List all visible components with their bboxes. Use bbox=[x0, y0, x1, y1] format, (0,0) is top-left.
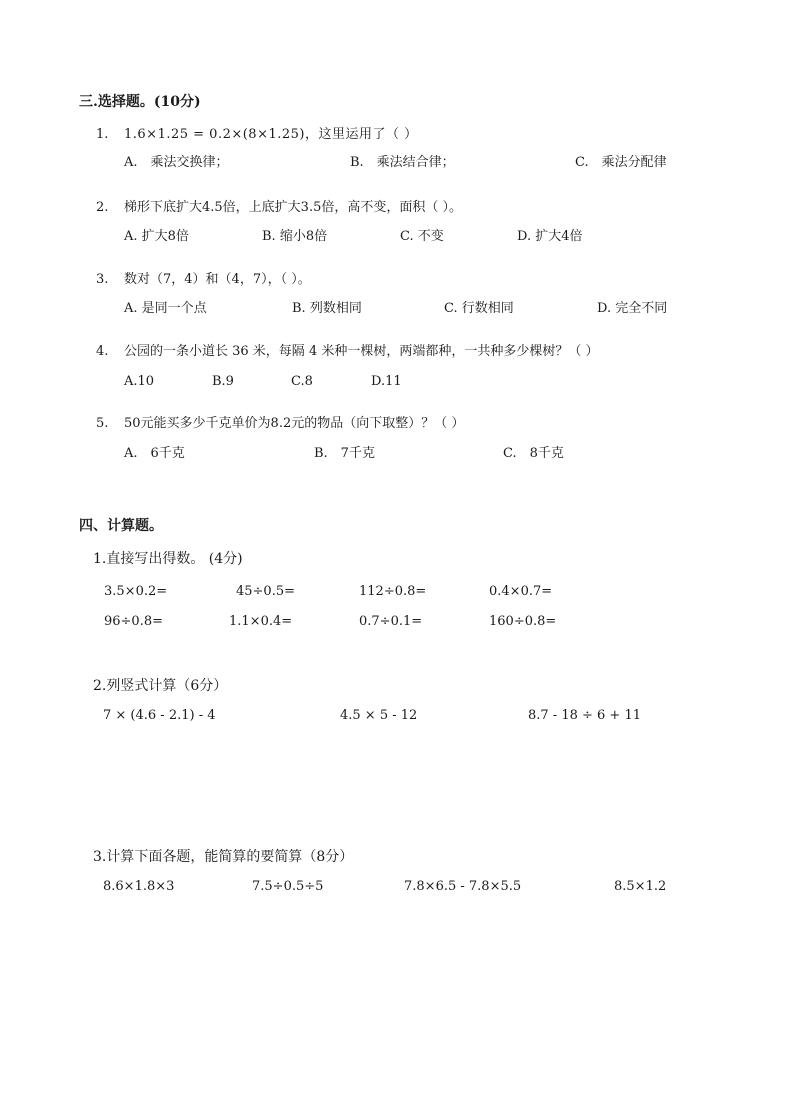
question-1-text: 1.6×1.25 = 0.2×(8×1.25)，这里运用了（ ） bbox=[124, 127, 418, 142]
question-1-option-b: B. 乘法结合律； bbox=[350, 155, 455, 170]
question-3-number: 3. bbox=[96, 272, 109, 287]
simplify-calc-item: 7.8×6.5 - 7.8×5.5 bbox=[404, 879, 522, 894]
question-5-number: 5. bbox=[96, 416, 109, 431]
question-4-text: 公园的一条小道长 36 米，每隔 4 米种一棵树，两端都种，一共种多少棵树？（ ） bbox=[124, 344, 599, 359]
question-4-option-a: A.10 bbox=[124, 374, 155, 389]
question-3-option-c: C. 行数相同 bbox=[444, 301, 514, 316]
section-3-title: 三.选择题。(10分) bbox=[79, 94, 201, 110]
part-3-title: 3.计算下面各题，能简算的要简算（8分） bbox=[93, 849, 354, 865]
question-5-option-c: C. 8千克 bbox=[503, 446, 564, 461]
question-1-number: 1. bbox=[96, 127, 109, 142]
question-3-text: 数对（7，4）和（4，7），（ ）。 bbox=[124, 272, 311, 287]
oral-calc-item: 3.5×0.2= bbox=[104, 584, 168, 599]
question-5-text: 50元能买多少千克单价为8.2元的物品（向下取整）？（ ） bbox=[124, 416, 465, 431]
question-3-option-a: A. 是同一个点 bbox=[124, 301, 207, 316]
question-3-option-b: B. 列数相同 bbox=[292, 301, 362, 316]
vertical-calc-item: 7 × (4.6 - 2.1) - 4 bbox=[103, 708, 216, 723]
part-1-title: 1.直接写出得数。 (4分) bbox=[93, 551, 243, 567]
question-1-option-a: A. 乘法交换律； bbox=[124, 155, 229, 170]
question-4-option-b: B.9 bbox=[212, 374, 234, 389]
simplify-calc-item: 7.5÷0.5÷5 bbox=[252, 879, 324, 894]
question-2-option-a: A. 扩大8倍 bbox=[124, 229, 189, 244]
vertical-calc-item: 4.5 × 5 - 12 bbox=[340, 708, 418, 723]
question-4-option-d: D.11 bbox=[371, 374, 402, 389]
question-2-text: 梯形下底扩大4.5倍，上底扩大3.5倍，高不变，面积（ ）。 bbox=[124, 200, 462, 215]
oral-calc-item: 0.4×0.7= bbox=[489, 584, 553, 599]
oral-calc-item: 0.7÷0.1= bbox=[359, 614, 423, 629]
question-3-option-d: D. 完全不同 bbox=[597, 301, 668, 316]
oral-calc-item: 160÷0.8= bbox=[489, 614, 557, 629]
question-4-option-c: C.8 bbox=[291, 374, 313, 389]
simplify-calc-item: 8.6×1.8×3 bbox=[103, 879, 175, 894]
question-2-number: 2. bbox=[96, 200, 109, 215]
oral-calc-item: 45÷0.5= bbox=[236, 584, 296, 599]
vertical-calc-item: 8.7 - 18 ÷ 6 + 11 bbox=[528, 708, 642, 723]
part-2-title: 2.列竖式计算（6分） bbox=[93, 678, 228, 694]
question-2-option-d: D. 扩大4倍 bbox=[517, 229, 583, 244]
oral-calc-item: 1.1×0.4= bbox=[229, 614, 293, 629]
question-5-option-a: A. 6千克 bbox=[124, 446, 185, 461]
oral-calc-item: 96÷0.8= bbox=[104, 614, 164, 629]
oral-calc-item: 112÷0.8= bbox=[359, 584, 427, 599]
question-4-number: 4. bbox=[96, 344, 109, 359]
question-5-option-b: B. 7千克 bbox=[314, 446, 375, 461]
question-2-option-b: B. 缩小8倍 bbox=[262, 229, 328, 244]
simplify-calc-item: 8.5×1.2 bbox=[614, 879, 667, 894]
section-4-title: 四、计算题。 bbox=[79, 518, 163, 534]
question-1-option-c: C. 乘法分配律 bbox=[575, 155, 667, 170]
question-2-option-c: C. 不变 bbox=[400, 229, 444, 244]
